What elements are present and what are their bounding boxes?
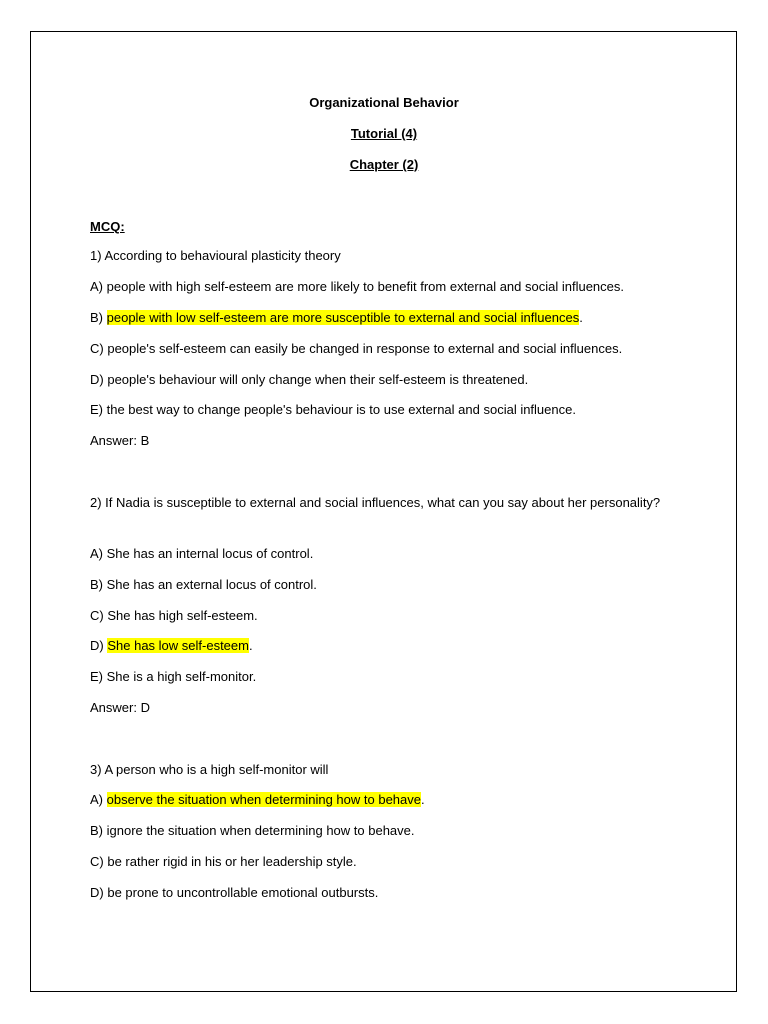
highlighted-answer: people with low self-esteem are more susceptible to external and social influences	[106, 310, 580, 325]
question-2-option-c: C) She has high self-esteem.	[90, 608, 258, 623]
section-label-mcq: MCQ:	[90, 219, 125, 234]
tutorial-heading: Tutorial (4)	[350, 126, 418, 141]
highlighted-answer: She has low self-esteem	[107, 638, 249, 653]
question-3-option-b: B) ignore the situation when determining how to behave.	[90, 823, 415, 838]
question-1-answer: Answer: B	[90, 433, 150, 448]
question-2-option-d: D) She has low self-esteem.	[90, 638, 253, 653]
highlighted-answer: observe the situation when determining how to behave	[106, 792, 421, 807]
question-1-option-b: B) people with low self-esteem are more susceptible to external and social influences.	[90, 310, 583, 325]
question-1-option-a: A) people with high self-esteem are more likely to benefit from external and social influences.	[90, 279, 625, 294]
question-3-option-c: C) be rather rigid in his or her leadership style.	[90, 854, 357, 869]
question-1-option-d: D) people's behaviour will only change when their self-esteem is threatened.	[90, 372, 529, 387]
question-1-stem: 1) According to behavioural plasticity theory	[90, 248, 341, 263]
question-2-option-b: B) She has an external locus of control.	[90, 577, 317, 592]
question-2-answer: Answer: D	[90, 700, 150, 715]
question-3-option-a: A) observe the situation when determining how to behave.	[90, 792, 425, 807]
question-3-option-d: D) be prone to uncontrollable emotional outbursts.	[90, 885, 379, 900]
question-2-stem: 2) If Nadia is susceptible to external and social influences, what can you say about her personality?	[90, 495, 661, 510]
question-2-option-e: E) She is a high self-monitor.	[90, 669, 257, 684]
question-3-stem: 3) A person who is a high self-monitor will	[90, 762, 329, 777]
question-1-option-e: E) the best way to change people's behaviour is to use external and social influence.	[90, 402, 576, 417]
document-title: Organizational Behavior	[309, 95, 459, 110]
question-2-option-a: A) She has an internal locus of control.	[90, 546, 314, 561]
question-1-option-c: C) people's self-esteem can easily be changed in response to external and social influences.	[90, 341, 623, 356]
chapter-heading: Chapter (2)	[349, 157, 419, 172]
